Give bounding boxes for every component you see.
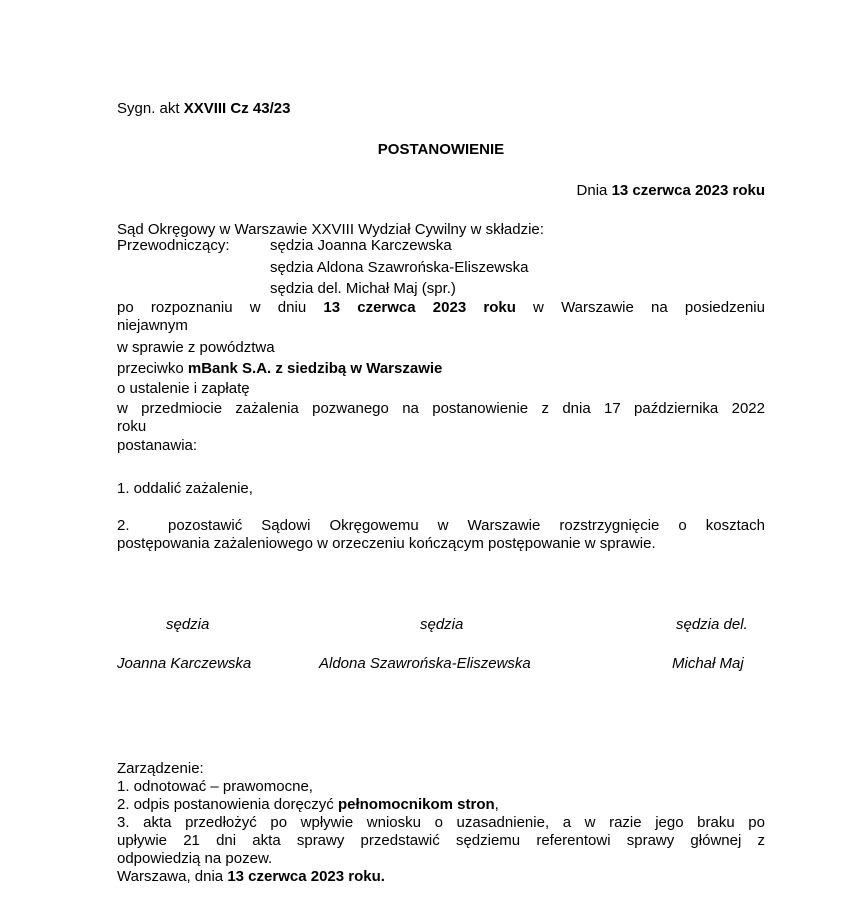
judge-3: sędzia del. Michał Maj (spr.): [270, 280, 456, 297]
body-line-1-a: po rozpoznaniu w dniu: [117, 299, 324, 316]
date-value: 13 czerwca 2023 roku: [611, 182, 765, 199]
body-line-8: postanawia:: [117, 437, 198, 454]
order-item-3-line-2: upływie 21 dni akta sprawy przedstawić sędziemu referentowi sprawy głównej z: [117, 832, 765, 849]
body-line-5: o ustalenie i zapłatę: [117, 380, 250, 397]
order-item-2: [117, 797, 499, 813]
ruling-item-2-number: 2.: [117, 517, 130, 534]
judge-1: sędzia Joanna Karczewska: [270, 237, 452, 254]
order-item-2-c: ,: [494, 796, 499, 813]
signature-name-3: Michał Maj: [672, 655, 744, 672]
body-line-1-b: w Warszawie na posiedzeniu: [515, 299, 765, 316]
signature-title-1: sędzia: [166, 616, 210, 633]
body-line-2: niejawnym: [117, 317, 188, 334]
ruling-item-1: 1. oddalić zażalenie,: [117, 480, 253, 497]
order-item-2-recipients: pełnomocnikom stron: [337, 796, 495, 813]
body-line-4-a: przeciwko: [117, 360, 188, 377]
order-item-3-line-3: odpowiedzią na pozew.: [117, 850, 273, 867]
body-line-1: [117, 300, 765, 316]
order-item-2-a: 2. odpis postanowienia doręczyć: [117, 796, 338, 813]
court-composition: Sąd Okręgowy w Warszawie XXVIII Wydział Cywilny w składzie:: [117, 221, 544, 238]
order-closing: [117, 869, 385, 885]
signature-name-1: Joanna Karczewska: [117, 655, 252, 672]
defendant-name: mBank S.A. z siedzibą w Warszawie: [187, 360, 443, 377]
date-prefix: Dnia: [576, 182, 612, 199]
body-line-7: roku: [117, 418, 147, 435]
signature-title-2: sędzia: [420, 616, 464, 633]
signature-name-2: Aldona Szawrońska-Eliszewska: [319, 655, 531, 672]
order-item-1: 1. odnotować – prawomocne,: [117, 778, 313, 795]
case-signature: [117, 101, 290, 117]
ruling-item-2-line-1: pozostawić Sądowi Okręgowemu w Warszawie rozstrzygnięcie o kosztach: [168, 517, 765, 534]
document-date: [117, 183, 765, 199]
presiding-label: Przewodniczący:: [117, 237, 230, 254]
case-signature-number: XXVIII Cz 43/23: [183, 100, 291, 117]
case-signature-prefix: Sygn. akt: [117, 100, 184, 117]
body-line-6: w przedmiocie zażalenia pozwanego na postanowienie z dnia 17 października 2022: [117, 400, 765, 417]
order-item-3-line-1: 3. akta przedłożyć po wpływie wniosku o uzasadnienie, a w razie jego braku po: [117, 814, 765, 831]
body-line-4: [117, 361, 442, 377]
order-closing-date: 13 czerwca 2023 roku.: [227, 868, 385, 885]
body-line-3: w sprawie z powództwa: [117, 339, 275, 356]
order-closing-a: Warszawa, dnia: [117, 868, 228, 885]
body-line-1-date: 13 czerwca 2023 roku: [323, 299, 516, 316]
ruling-item-2-line-2: postępowania zażaleniowego w orzeczeniu kończącym postępowanie w sprawie.: [117, 535, 656, 552]
signature-title-3: sędzia del.: [676, 616, 748, 633]
judge-2: sędzia Aldona Szawrońska-Eliszewska: [270, 259, 529, 276]
order-heading: Zarządzenie:: [117, 760, 204, 777]
document-title: POSTANOWIENIE: [377, 141, 505, 158]
